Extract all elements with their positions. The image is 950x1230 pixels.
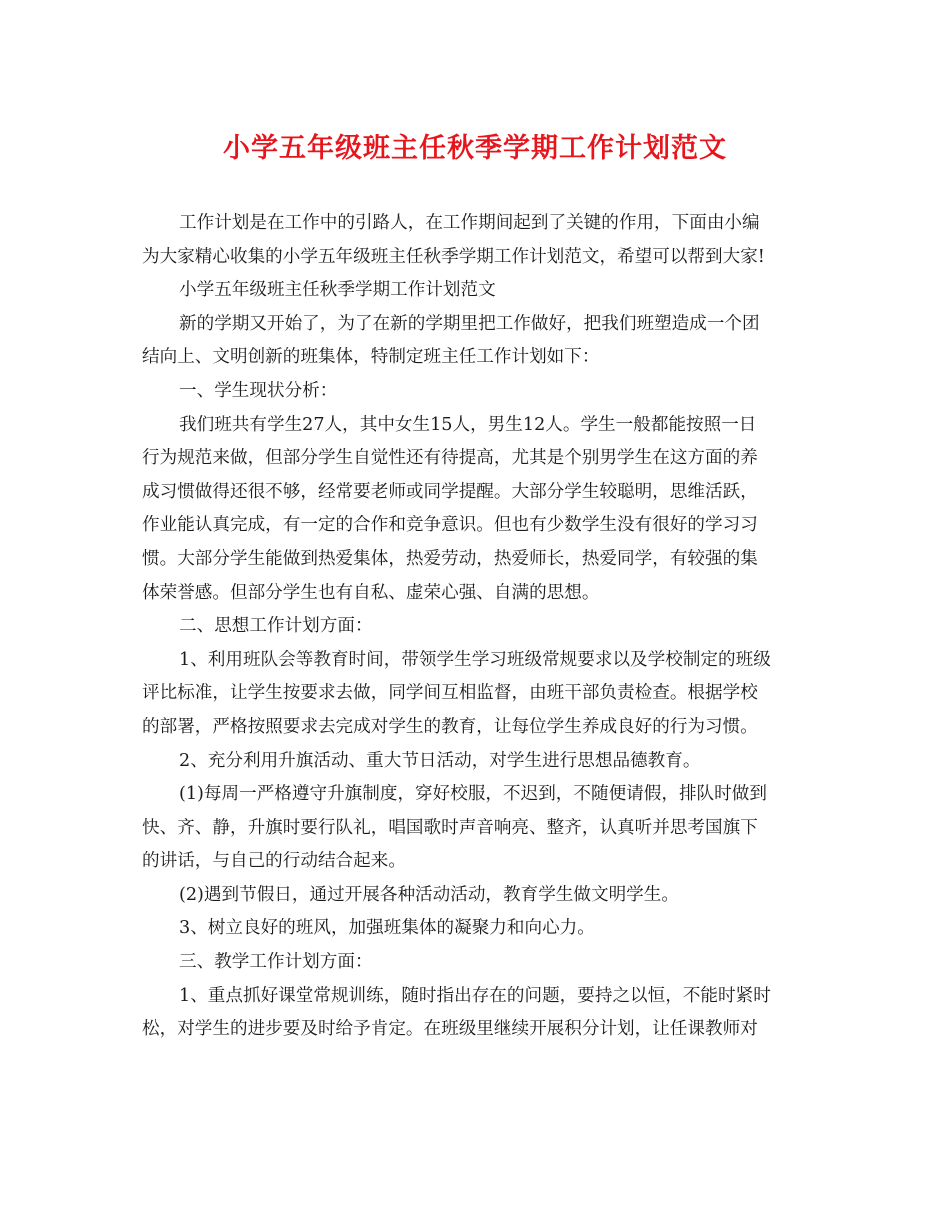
text-line: 快、齐、静，升旗时要行队礼，唱国歌时声音响亮、整齐，认真听并思考国旗下 [142, 817, 758, 838]
text-line: 评比标准，让学生按要求去做，同学间互相监督，由班干部负责检查。根据学校 [142, 683, 758, 704]
text-line: 为大家精心收集的小学五年级班主任秋季学期工作计划范文，希望可以帮到大家! [142, 246, 765, 267]
text-line: 成习惯做得还很不够，经常要老师或同学提醒。大部分学生较聪明，思维活跃， [142, 481, 758, 502]
text-line: 三、教学工作计划方面： [179, 952, 373, 973]
text-line: 体荣誉感。但部分学生也有自私、虚荣心强、自满的思想。 [142, 582, 600, 603]
text-line: 的部署，严格按照要求去完成对学生的教育，让每位学生养成良好的行为习惯。 [142, 716, 758, 737]
text-line: (2)遇到节假日，通过开展各种活动活动，教育学生做文明学生。 [179, 884, 679, 905]
text-line: 作业能认真完成，有一定的合作和竞争意识。但也有少数学生没有很好的学习习 [142, 515, 758, 536]
text-line: 1、重点抓好课堂常规训练，随时指出存在的问题，要持之以恒，不能时紧时 [179, 985, 771, 1006]
text-line: 二、思想工作计划方面： [179, 616, 373, 637]
text-line: 1、利用班队会等教育时间，带领学生学习班级常规要求以及学校制定的班级 [179, 649, 771, 670]
text-line: 松，对学生的进步要及时给予肯定。在班级里继续开展积分计划，让任课教师对 [142, 1019, 758, 1040]
text-line: 小学五年级班主任秋季学期工作计划范文 [179, 280, 496, 301]
document-title: 小学五年级班主任秋季学期工作计划范文 [223, 133, 727, 164]
text-line: 一、学生现状分析： [179, 380, 338, 401]
text-line: 行为规范来做，但部分学生自觉性还有待提高，尤其是个别男学生在这方面的养 [142, 448, 758, 469]
text-line: (1)每周一严格遵守升旗制度，穿好校服，不迟到，不随便请假，排队时做到 [179, 784, 767, 805]
document-body [142, 207, 810, 1047]
text-line: 工作计划是在工作中的引路人，在工作期间起到了关键的作用，下面由小编 [179, 213, 760, 233]
text-line: 的讲话，与自己的行动结合起来。 [142, 851, 406, 872]
text-line: 我们班共有学生27人，其中女生15人，男生12人。学生一般都能按照一日 [179, 414, 757, 435]
text-line: 2、充分利用升旗活动、重大节日活动，对学生进行思想品德教育。 [179, 750, 701, 771]
text-line: 新的学期又开始了，为了在新的学期里把工作做好，把我们班塑造成一个团 [179, 313, 760, 334]
text-line: 惯。大部分学生能做到热爱集体，热爱劳动，热爱师长，热爱同学，有较强的集 [142, 548, 758, 569]
text-line: 结向上、文明创新的班集体，特制定班主任工作计划如下： [142, 347, 600, 368]
text-line: 3、树立良好的班风，加强班集体的凝聚力和向心力。 [179, 918, 595, 939]
